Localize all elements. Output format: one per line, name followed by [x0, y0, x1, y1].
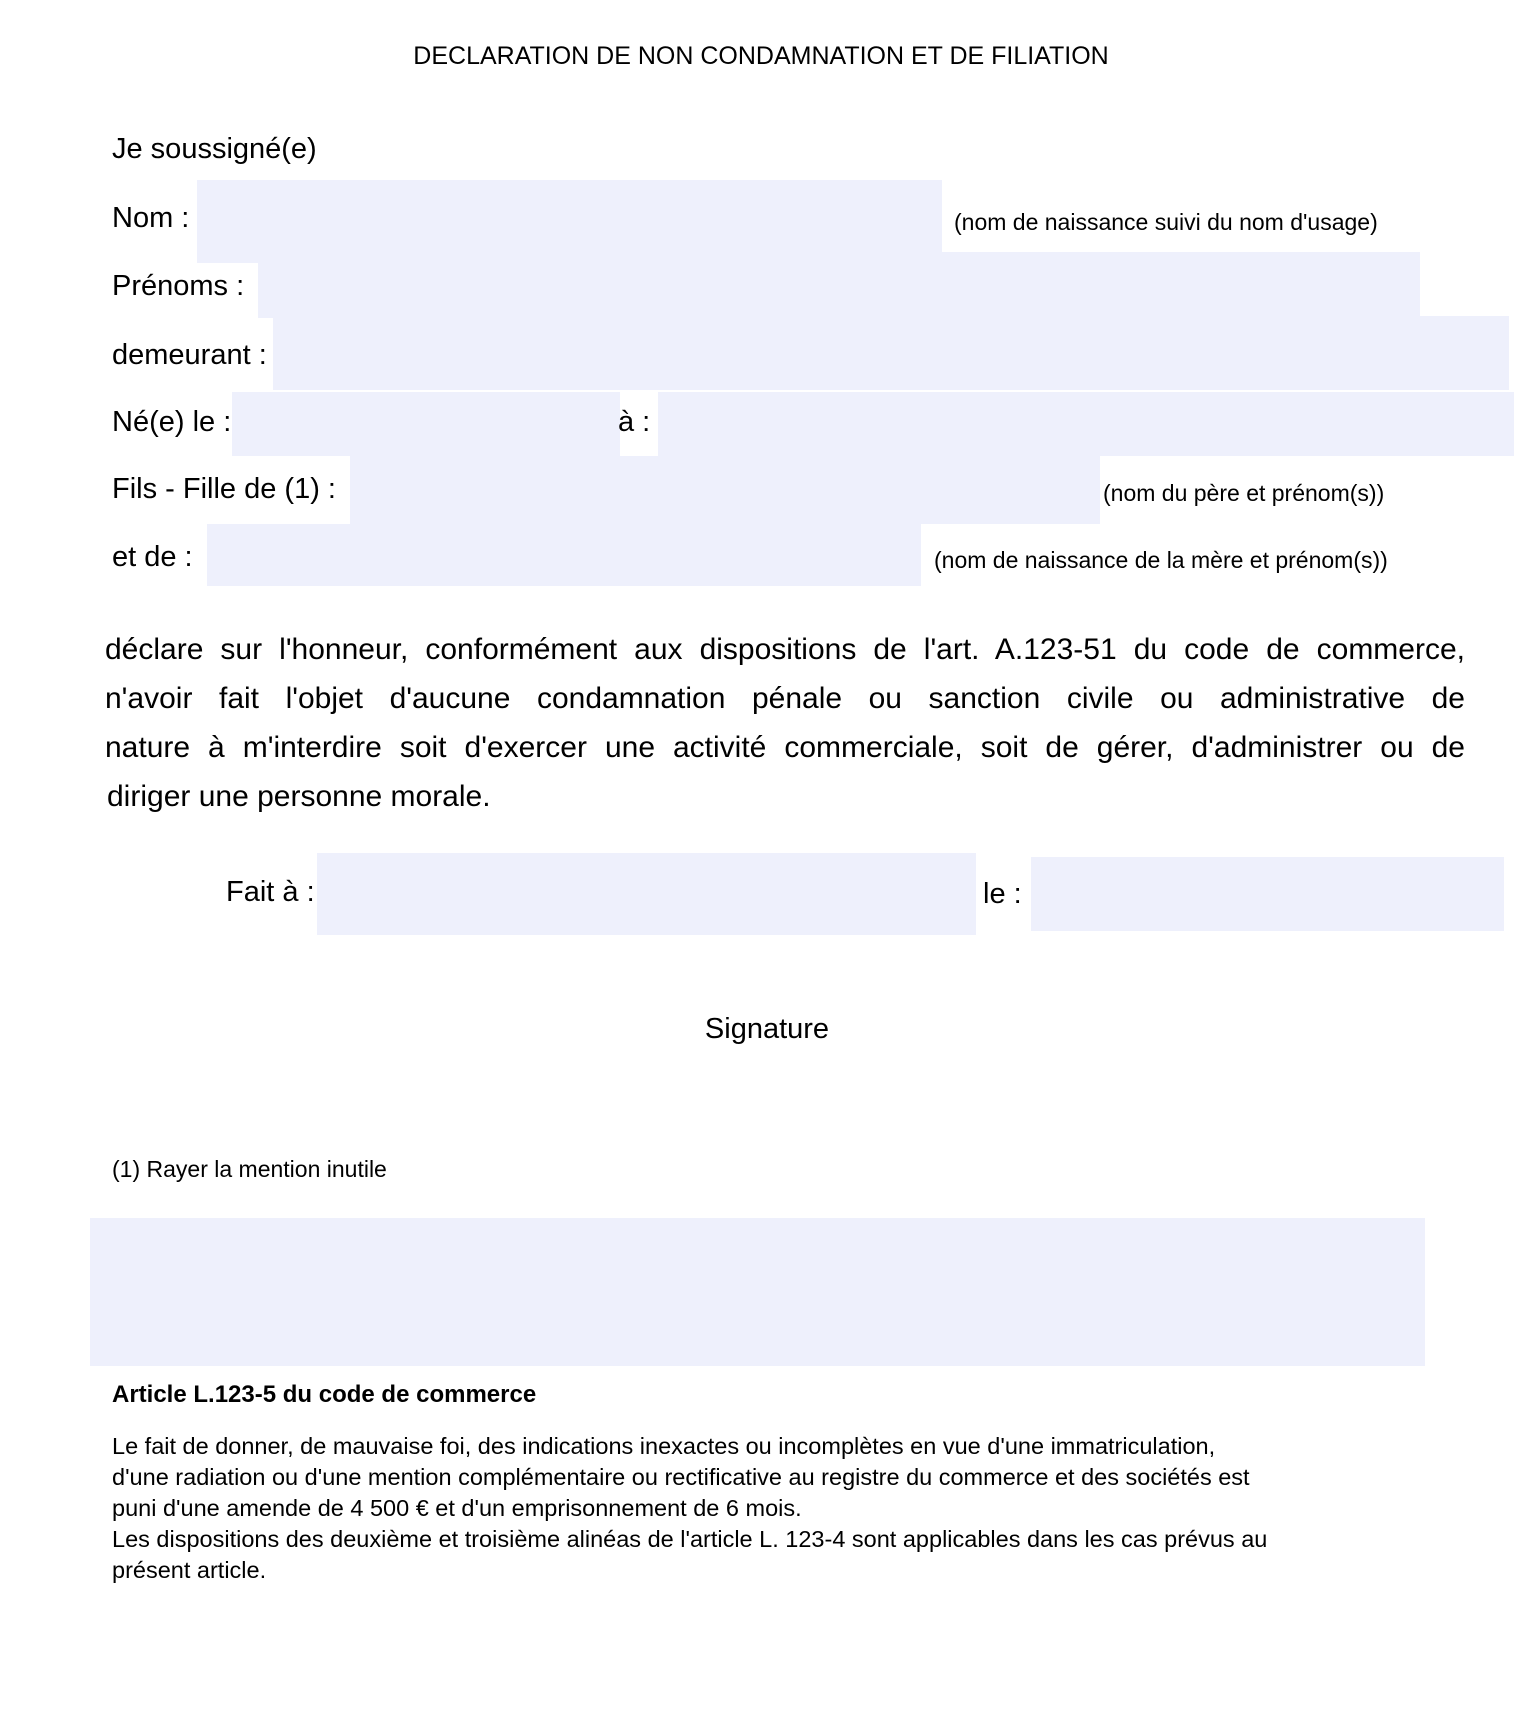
fils-fille-label: Fils - Fille de (1) :	[112, 473, 336, 505]
fait-le-field[interactable]	[1031, 857, 1504, 931]
nom-label: Nom :	[112, 202, 190, 234]
declaration-line: n'avoir fait l'objet d'aucune condamnation pénale ou sanction civile ou administrative de	[105, 682, 1465, 715]
declaration-line: nature à m'interdire soit d'exercer une activité commerciale, soit de gérer, d'administrer ou de	[105, 731, 1465, 764]
mere-hint: (nom de naissance de la mère et prénom(s))	[934, 547, 1388, 573]
et-de-label: et de :	[112, 541, 193, 573]
declaration-line: diriger une personne morale.	[107, 780, 491, 813]
article-line: Les dispositions des deuxième et troisième alinéas de l'article L. 123-4 sont applicables dans les cas prévus au	[112, 1526, 1268, 1552]
fait-le-label: le :	[983, 878, 1022, 910]
prenoms-label: Prénoms :	[112, 270, 245, 302]
footnote: (1) Rayer la mention inutile	[112, 1156, 387, 1182]
article-line: Le fait de donner, de mauvaise foi, des indications inexactes ou incomplètes en vue d'une immatriculation,	[112, 1433, 1216, 1459]
signature-label: Signature	[704, 1013, 830, 1045]
ne-a-label: à :	[618, 406, 651, 438]
mere-field[interactable]	[207, 524, 921, 586]
article-line: présent article.	[112, 1557, 267, 1583]
demeurant-label: demeurant :	[112, 339, 267, 371]
lieu-naissance-field[interactable]	[658, 392, 1514, 456]
demeurant-field[interactable]	[273, 316, 1509, 390]
declaration-line: déclare sur l'honneur, conformément aux dispositions de l'art. A.123-51 du code de commerce,	[105, 633, 1465, 666]
document-title: DECLARATION DE NON CONDAMNATION ET DE FILIATION	[413, 42, 1109, 70]
intro-text: Je soussigné(e)	[112, 133, 317, 165]
article-line: puni d'une amende de 4 500 € et d'un emprisonnement de 6 mois.	[112, 1495, 802, 1521]
pere-field[interactable]	[350, 456, 1100, 524]
prenoms-field[interactable]	[258, 252, 1420, 318]
article-body	[112, 1431, 1472, 1586]
article-line: d'une radiation ou d'une mention complémentaire ou rectificative au registre du commerce et des sociétés est	[112, 1464, 1250, 1490]
nom-field[interactable]	[197, 180, 942, 263]
signature-area-field[interactable]	[90, 1218, 1425, 1366]
declaration-paragraph	[105, 625, 1465, 821]
ne-le-label: Né(e) le :	[112, 406, 232, 438]
date-naissance-field[interactable]	[232, 392, 620, 456]
fait-a-field[interactable]	[317, 853, 976, 935]
fait-a-label: Fait à :	[226, 876, 315, 908]
nom-hint: (nom de naissance suivi du nom d'usage)	[954, 209, 1378, 235]
pere-hint: (nom du père et prénom(s))	[1103, 480, 1385, 506]
article-title: Article L.123-5 du code de commerce	[112, 1381, 537, 1408]
